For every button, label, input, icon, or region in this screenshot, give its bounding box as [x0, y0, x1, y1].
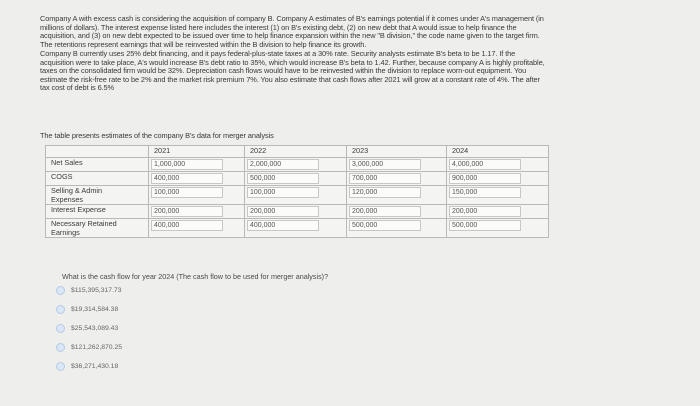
row-label: Selling & Admin Expenses	[46, 186, 149, 205]
year-header: 2024	[447, 146, 549, 158]
option-label: $25,543,089.43	[71, 324, 119, 332]
text-line: taxes on the consolidated firm would be 32%. Depreciation cash flows would have to be reinvested within the division to replace worn-out equipment. You	[40, 66, 527, 76]
intro-paragraph	[40, 15, 680, 49]
option-label: $121,262,870.25	[71, 343, 123, 351]
option-label: $36,271,430.18	[71, 362, 119, 370]
row-label: Net Sales	[46, 158, 149, 172]
text-line: Company A with excess cash is considering the acquisition of company B. Company A estimates of B's earnings potential if it comes under A's management (in	[40, 15, 544, 23]
table-row	[46, 172, 549, 186]
value-cell: 3,000,000	[349, 159, 421, 170]
value-cell: 200,000	[151, 206, 223, 217]
value-cell: 400,000	[151, 220, 223, 231]
table-row	[46, 186, 549, 205]
radio-button[interactable]	[56, 305, 65, 314]
merger-data-table	[45, 145, 549, 238]
value-cell: 200,000	[449, 206, 521, 217]
value-cell: 150,000	[449, 187, 521, 198]
text-line: Company B currently uses 25% debt financing, and it pays federal-plus-state taxes at a 30% rate. Security analysts estimate B's beta to be 1.17. If the	[40, 50, 516, 58]
value-cell: 400,000	[247, 220, 319, 231]
table-intro: The table presents estimates of the company B's data for merger analysis	[40, 132, 274, 140]
value-cell: 1,000,000	[151, 159, 223, 170]
value-cell: 700,000	[349, 173, 421, 184]
answer-option[interactable]	[56, 303, 118, 315]
value-cell: 400,000	[151, 173, 223, 184]
text-line: acquisition, and (3) on new debt expected to be issued over time to help finance expansion within the new "B division," the code name given to the target firm.	[40, 31, 540, 41]
table-row	[46, 219, 549, 238]
value-cell: 200,000	[247, 206, 319, 217]
table-header-row	[46, 146, 549, 158]
question-text: What is the cash flow for year 2024 (The cash flow to be used for merger analysis)?	[62, 272, 329, 281]
text-line: estimate the risk-free rate to be 2% and the market risk premium 7%. You also estimate that cash flows after 2021 will grow at a constant rate of 4%. The after	[40, 74, 540, 84]
row-label: Necessary Retained Earnings	[46, 219, 149, 238]
answer-option[interactable]	[56, 284, 122, 296]
value-cell: 500,000	[349, 220, 421, 231]
row-label: COGS	[46, 172, 149, 186]
answer-option[interactable]	[56, 341, 122, 353]
value-cell: 120,000	[349, 187, 421, 198]
table-row	[46, 158, 549, 172]
text-line: acquisition were to take place, A's would increase B's debt ratio to 35%, which would increase B's beta to 1.42. Further, because company A is highly profitable,	[40, 57, 545, 67]
radio-button[interactable]	[56, 343, 65, 352]
text-line: millions of dollars). The interest expense listed here includes the interest (1) on B's existing debt, (2) on new debt that A would issue to help finance the	[40, 22, 517, 32]
value-cell: 200,000	[349, 206, 421, 217]
value-cell: 900,000	[449, 173, 521, 184]
value-cell: 4,000,000	[449, 159, 521, 170]
value-cell: 500,000	[449, 220, 521, 231]
assumptions-paragraph	[40, 50, 680, 93]
option-label: $115,395,317.73	[71, 286, 122, 294]
answer-option[interactable]	[56, 322, 118, 334]
option-label: $19,314,584.38	[71, 305, 119, 313]
radio-button[interactable]	[56, 286, 65, 295]
row-label: Interest Expense	[46, 205, 149, 219]
value-cell: 100,000	[151, 187, 223, 198]
value-cell: 500,000	[247, 173, 319, 184]
text-line: The retentions represent earnings that will be reinvested within the B division to help finance its growth.	[40, 39, 367, 49]
value-cell: 2,000,000	[247, 159, 319, 170]
text-line: tax cost of debt is 6.5%	[40, 83, 115, 93]
year-header: 2022	[245, 146, 347, 158]
year-header: 2023	[347, 146, 447, 158]
year-header: 2021	[149, 146, 245, 158]
value-cell: 100,000	[247, 187, 319, 198]
answer-option[interactable]	[56, 360, 118, 372]
radio-button[interactable]	[56, 324, 65, 333]
table-row	[46, 205, 549, 219]
radio-button[interactable]	[56, 362, 65, 371]
